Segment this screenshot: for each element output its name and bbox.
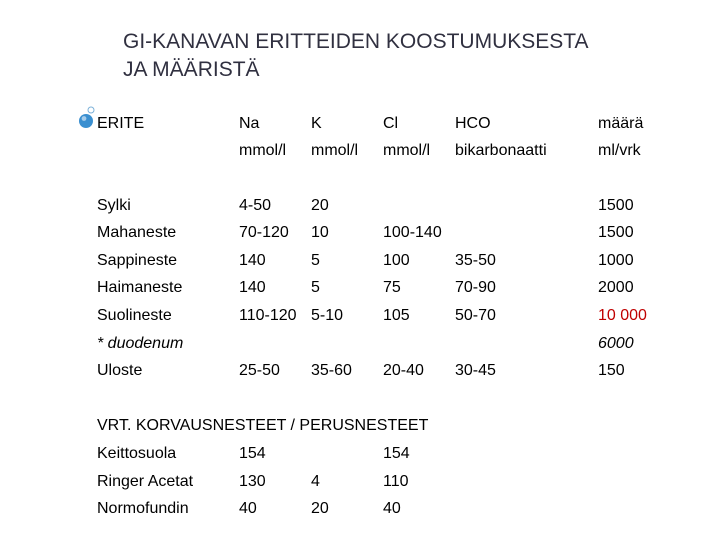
row-k: 5 <box>311 279 320 296</box>
row-hco: 50-70 <box>455 307 496 324</box>
compare-row-k: 4 <box>311 473 320 490</box>
header-cl: Cl <box>383 115 399 132</box>
row-maara-highlight: 10 000 <box>598 307 647 324</box>
title-line-2: JA MÄÄRISTÄ <box>123 58 260 81</box>
row-k: 5-10 <box>311 307 344 324</box>
header-hco: HCO <box>455 115 491 132</box>
header-erite: ERITE <box>97 115 145 132</box>
row-k: 5 <box>311 252 320 269</box>
compare-row-k: 20 <box>311 500 329 517</box>
row-cl: 105 <box>383 307 410 324</box>
row-na: 70-120 <box>239 224 289 241</box>
row-k: 35-60 <box>311 362 352 379</box>
compare-row-name: Normofundin <box>97 500 189 517</box>
header-na-unit: mmol/l <box>239 142 287 159</box>
row-name: Mahaneste <box>97 224 177 241</box>
row-maara: 6000 <box>598 335 634 352</box>
row-cl: 20-40 <box>383 362 424 379</box>
row-hco: 30-45 <box>455 362 496 379</box>
title-line-1: GI-KANAVAN ERITTEIDEN KOOSTUMUKSESTA <box>123 30 589 53</box>
header-maara: määrä <box>598 115 644 132</box>
compare-row-name: Keittosuola <box>97 445 177 462</box>
row-name: Haimaneste <box>97 279 183 296</box>
row-maara: 150 <box>598 362 625 379</box>
row-maara: 1500 <box>598 197 634 214</box>
header-maara-unit: ml/vrk <box>598 142 641 159</box>
row-na: 140 <box>239 252 266 269</box>
header-hco-unit: bikarbonaatti <box>455 142 547 159</box>
compare-heading: VRT. KORVAUSNESTEET / PERUSNESTEET <box>97 417 429 434</box>
row-na: 25-50 <box>239 362 280 379</box>
compare-row-na: 130 <box>239 473 266 490</box>
row-name-note: * duodenum <box>97 335 184 352</box>
row-maara: 1500 <box>598 224 634 241</box>
row-na: 140 <box>239 279 266 296</box>
header-k: K <box>311 115 322 132</box>
row-name: Suolineste <box>97 307 172 324</box>
row-k: 20 <box>311 197 329 214</box>
compare-row-na: 154 <box>239 445 266 462</box>
row-maara: 1000 <box>598 252 634 269</box>
row-na: 110-120 <box>239 307 297 324</box>
header-na: Na <box>239 115 260 132</box>
compare-row-name: Ringer Acetat <box>97 473 194 490</box>
row-na: 4-50 <box>239 197 272 214</box>
row-cl: 100 <box>383 252 410 269</box>
row-name: Sappineste <box>97 252 178 269</box>
bubble-bullet-icon <box>77 104 97 130</box>
header-k-unit: mmol/l <box>311 142 359 159</box>
row-maara: 2000 <box>598 279 634 296</box>
row-name: Uloste <box>97 362 143 379</box>
row-k: 10 <box>311 224 329 241</box>
compare-row-cl: 40 <box>383 500 401 517</box>
row-cl: 75 <box>383 279 401 296</box>
row-hco: 35-50 <box>455 252 496 269</box>
row-hco: 70-90 <box>455 279 496 296</box>
compare-row-cl: 154 <box>383 445 410 462</box>
compare-row-na: 40 <box>239 500 257 517</box>
compare-row-cl: 110 <box>383 473 409 490</box>
header-cl-unit: mmol/l <box>383 142 431 159</box>
row-cl: 100-140 <box>383 224 442 241</box>
row-name: Sylki <box>97 197 131 214</box>
page-title <box>123 28 683 84</box>
